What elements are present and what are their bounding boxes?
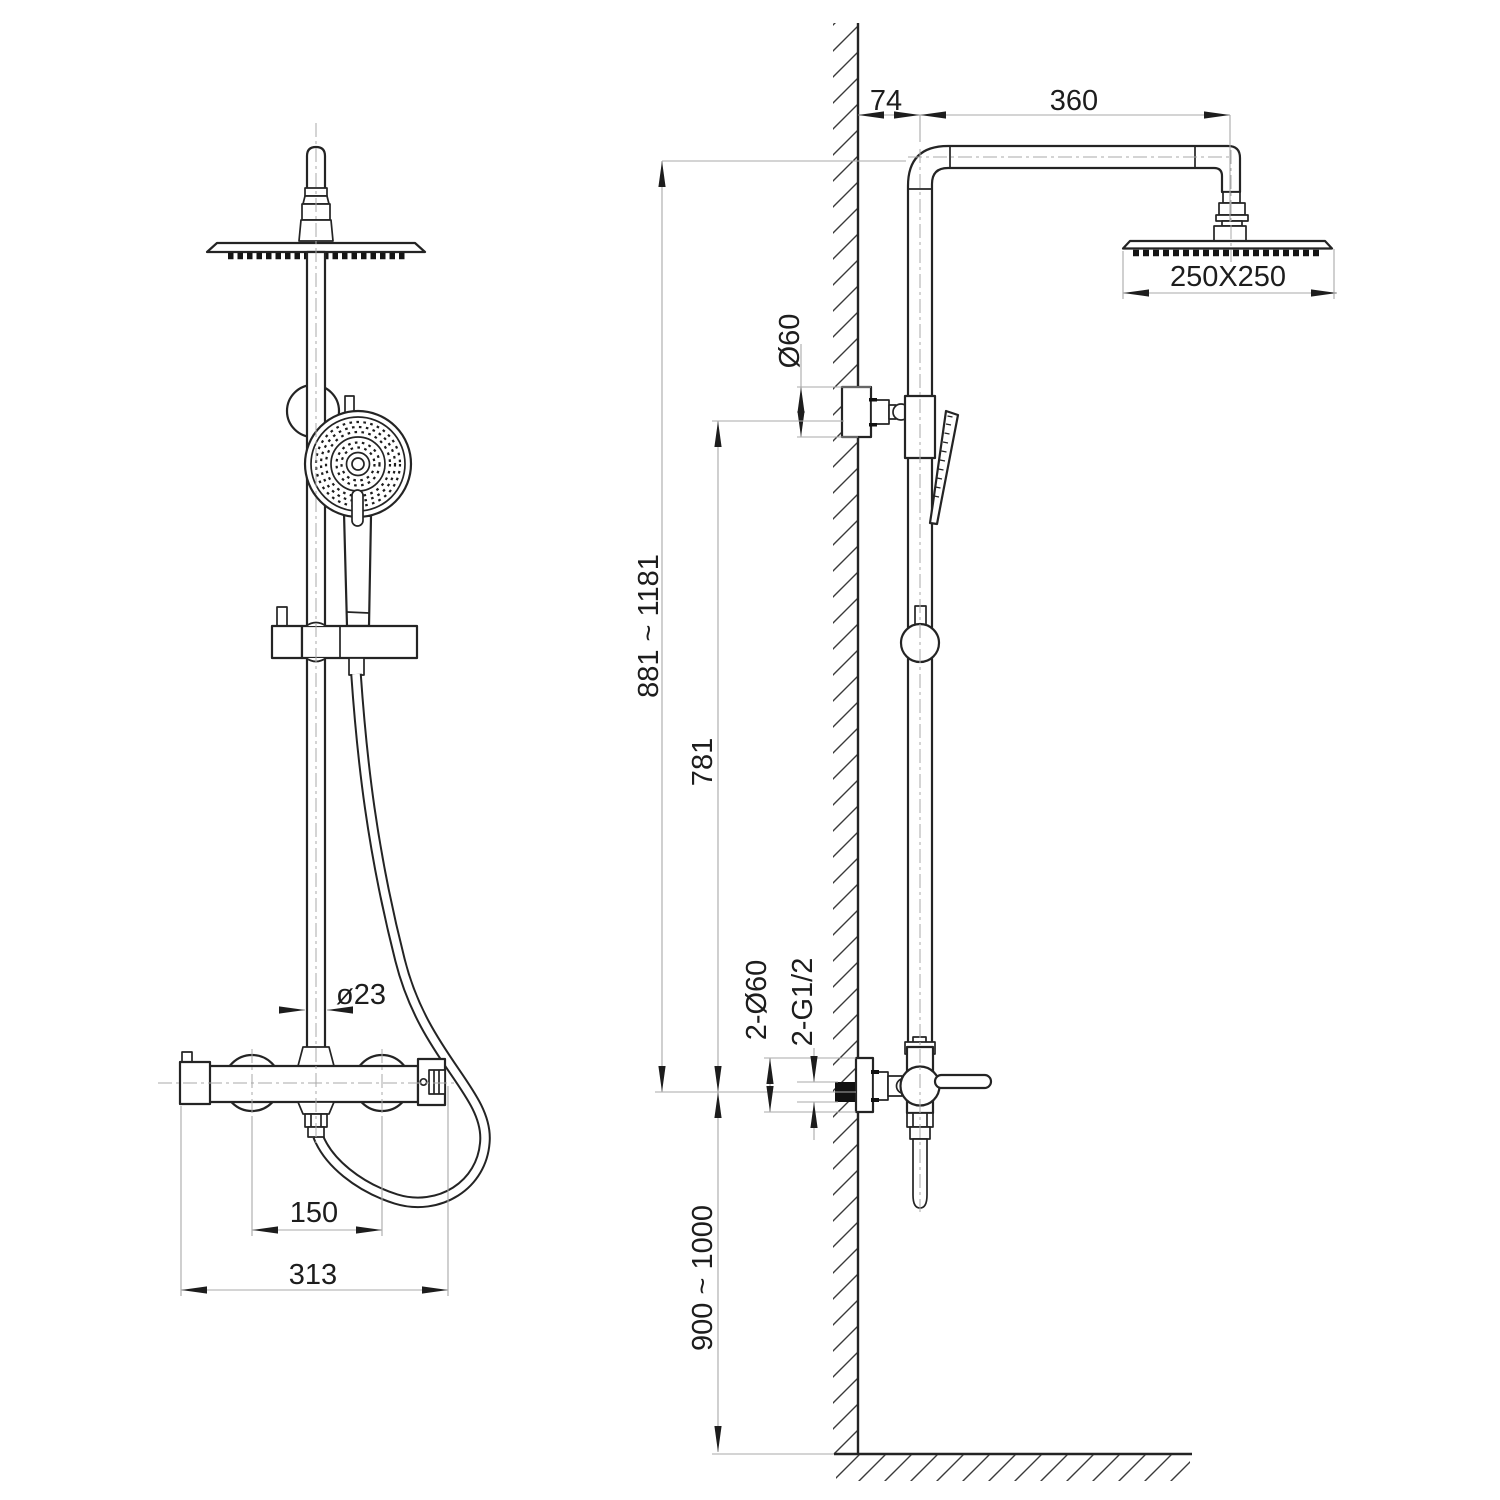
front-mixer-body <box>208 1066 418 1102</box>
front-mixer-valve <box>180 1047 445 1137</box>
front-face-slot <box>352 490 363 526</box>
wall-hatch <box>833 23 858 1454</box>
label-install-height: 900 ~ 1000 <box>687 1205 719 1351</box>
label-inlet-thread: 2-G1/2 <box>787 957 819 1047</box>
front-bracket-pin <box>277 607 287 626</box>
label-bracket-height: 781 <box>687 737 719 787</box>
label-inlet-spacing: 150 <box>289 1197 339 1229</box>
side-valve-wall-plate <box>856 1058 873 1112</box>
label-head-size: 250X250 <box>1169 261 1287 293</box>
label-pipe-diameter: ø23 <box>336 979 386 1011</box>
label-arm-length: 360 <box>1049 85 1099 117</box>
front-view <box>180 147 485 1202</box>
side-valve-lever <box>935 1075 991 1088</box>
label-height-range: 881 ~ 1181 <box>633 554 665 698</box>
side-view <box>835 146 1332 1208</box>
label-inlet-diameter: 2-Ø60 <box>741 959 773 1041</box>
side-rain-head-plate <box>1123 241 1332 249</box>
front-shower-hose <box>318 674 485 1202</box>
front-hose-connector <box>349 658 364 675</box>
label-wall-offset: 74 <box>869 85 903 117</box>
front-temp-knob <box>429 1070 445 1094</box>
side-bracket-base <box>842 387 871 437</box>
label-overall-width: 313 <box>288 1259 338 1291</box>
dimensions <box>181 115 1337 1454</box>
front-hand-shower-handle <box>344 513 371 626</box>
floor-hatch <box>836 1455 1190 1481</box>
front-slider-bracket <box>272 607 417 675</box>
dimension-labels <box>289 85 1286 1351</box>
label-bracket-diameter: Ø60 <box>774 313 806 369</box>
